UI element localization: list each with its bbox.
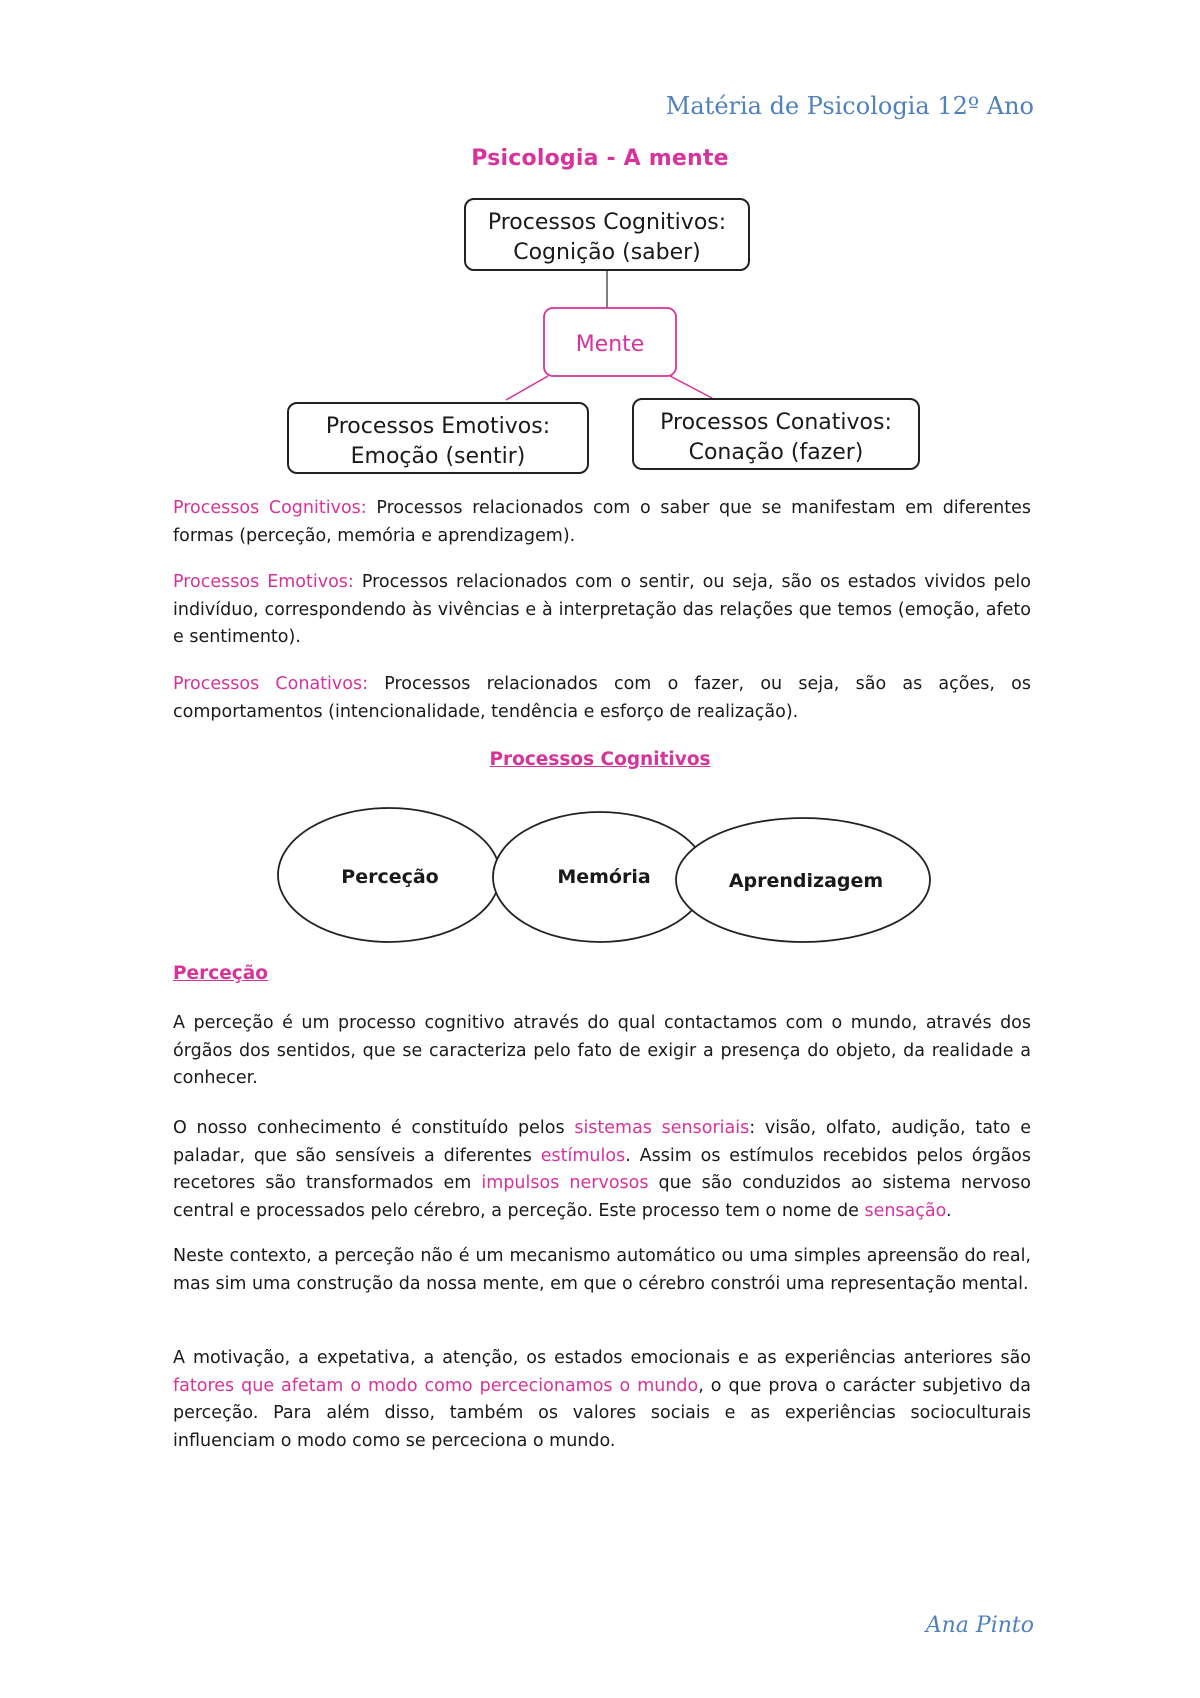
p2-text-c: : visão, olfato, audição, tato e paladar, que são sensíveis a diferentes: [173, 1118, 1031, 1166]
node-cognitive-line1: Processos Cognitivos:: [487, 210, 727, 235]
section-title-perception: Perceção: [173, 963, 268, 984]
p4-highlight-factors: fatores que afetam o modo como percecionamos o mundo: [173, 1375, 699, 1396]
definition-emotive-text: Processos relacionados com o sentir, ou seja, são os estados vividos pelo indivíduo, correspondendo às vivências e à interpretação das relações que temos (emoção, afeto e sentimento).: [173, 572, 1031, 647]
document-title: Psicologia - A mente: [471, 146, 729, 171]
perception-paragraph-1: A perceção é um processo cognitivo através do qual contactamos com o mundo, através dos órgãos dos sentidos, que se caracteriza pelo fato de exigir a presença do objeto, da realidade a conhecer.: [173, 1013, 1031, 1088]
definition-emotive: [173, 569, 1031, 652]
node-emotive-line2: Emoção (sentir): [350, 444, 526, 469]
p2-highlight-nerve-impulses: impulsos nervosos: [481, 1173, 649, 1193]
p2-highlight-sensation: sensação: [864, 1200, 947, 1221]
node-mind-label: Mente: [575, 332, 645, 357]
definition-cognitive-text: Processos relacionados com o saber que se manifestam em diferentes formas (perceção, memória e aprendizagem).: [173, 498, 1032, 546]
p4-text-c: , o que prova o carácter subjetivo da perceção. Para além disso, também os valores sociais e as experiências socioculturais influenciam o modo como se perceciona o mundo.: [173, 1375, 1031, 1451]
definition-conative-term: Processos Conativos:: [173, 674, 368, 694]
perception-paragraph-2: [173, 1115, 1031, 1225]
p2-highlight-stimuli: estímulos: [540, 1145, 626, 1166]
p4-text-a: A motivação, a expetativa, a atenção, os estados emocionais e as experiências anteriores são: [173, 1348, 1031, 1368]
p2-text-e: . Assim os estímulos recebidos pelos órgãos recetores são transformados em: [173, 1145, 1031, 1193]
header-title: Matéria de Psicologia 12º Ano: [665, 92, 1034, 120]
p2-text-g: que são conduzidos ao sistema nervoso central e processados pelo cérebro, a perceção. Este processo tem o nome de: [173, 1173, 1031, 1221]
oval-memory-label: Memória: [557, 866, 651, 888]
p2-text-i: .: [946, 1200, 952, 1221]
connector-right: [670, 376, 712, 398]
perception-paragraph-4: [173, 1345, 1031, 1455]
oval-learning-label: Aprendizagem: [728, 870, 884, 892]
footer-author: Ana Pinto: [925, 1613, 1034, 1638]
p2-text-a: O nosso conhecimento é constituído pelos: [173, 1118, 575, 1138]
node-conative-line2: Conação (fazer): [688, 440, 864, 465]
definition-conative-text: Processos relacionados com o fazer, ou seja, são as ações, os comportamentos (intencionalidade, tendência e esforço de realização).: [173, 674, 1031, 722]
node-emotive-line1: Processos Emotivos:: [325, 414, 551, 439]
p2-highlight-sensory-systems: sistemas sensoriais: [574, 1118, 750, 1138]
definition-emotive-term: Processos Emotivos:: [173, 572, 354, 592]
connector-left: [506, 376, 548, 400]
perception-paragraph-3: Neste contexto, a perceção não é um mecanismo automático ou uma simples apreensão do real, mas sim uma construção da nossa mente, em que o cérebro constrói uma representação mental.: [173, 1246, 1031, 1294]
definition-cognitive-term: Processos Cognitivos:: [173, 498, 367, 518]
section-title-cognitive: Processos Cognitivos: [489, 749, 711, 770]
node-cognitive-line2: Cognição (saber): [513, 240, 701, 265]
definition-cognitive: [173, 495, 1031, 550]
node-conative-line1: Processos Conativos:: [660, 410, 892, 435]
oval-perception-label: Perceção: [341, 866, 439, 888]
definition-conative: [173, 671, 1031, 726]
